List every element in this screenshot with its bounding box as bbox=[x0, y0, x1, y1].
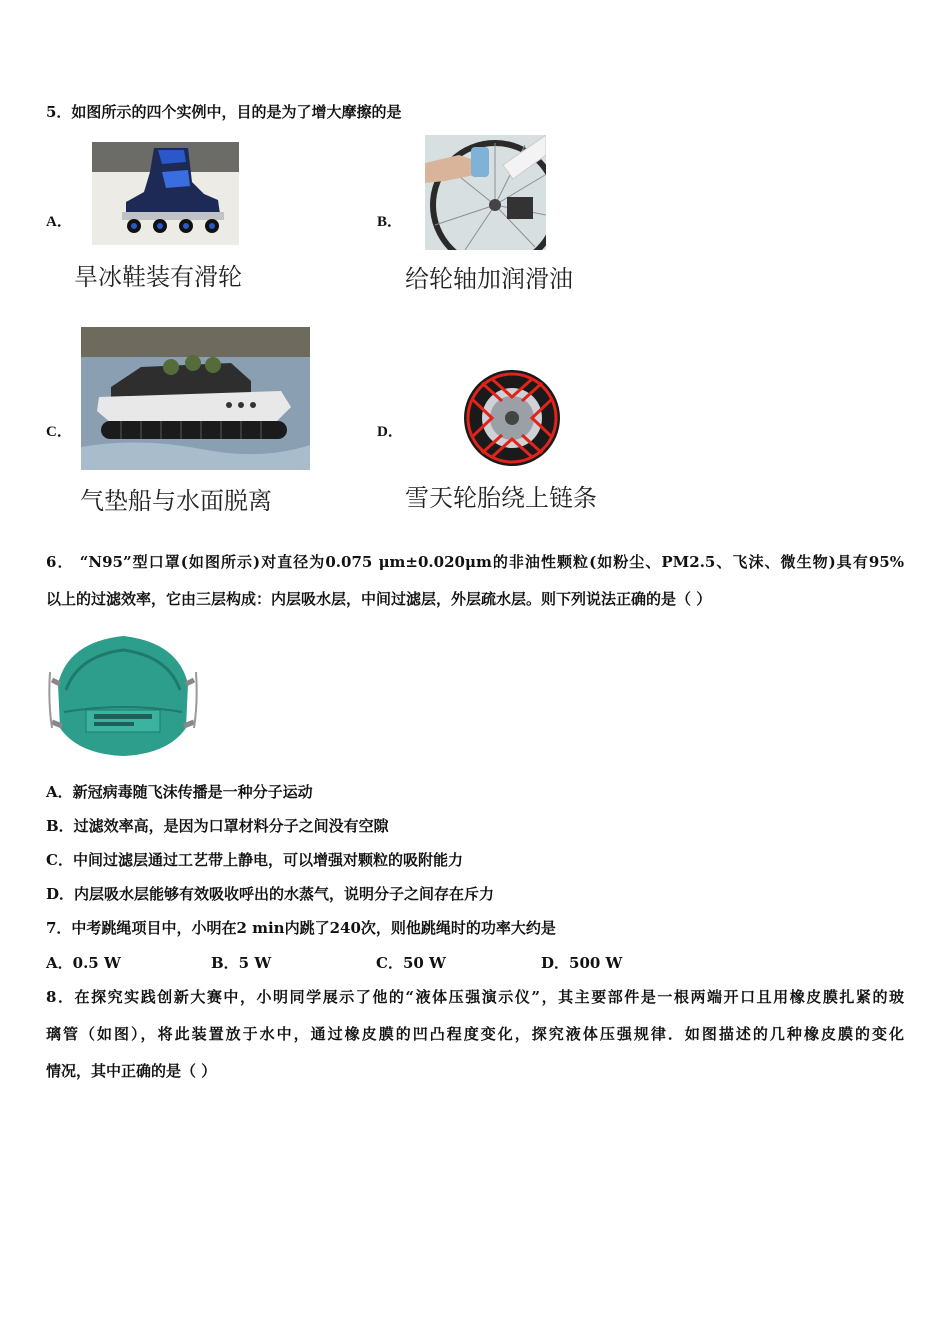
q5-option-b-caption: 给轮轴加润滑油 bbox=[405, 265, 573, 293]
q5-option-a-caption: 旱冰鞋装有滑轮 bbox=[74, 263, 242, 291]
q5-option-a-letter: A． bbox=[46, 214, 72, 230]
hovercraft-photo-icon bbox=[81, 327, 310, 470]
bicycle-wheel-oil-photo-icon bbox=[425, 135, 546, 250]
q8-stem-line-3: 情况，其中正确的是（ ） bbox=[46, 1062, 217, 1080]
q8-stem-line-1: 8．在探究实践创新大赛中，小明同学展示了他的“液体压强演示仪”，其主要部件是一根两端开口且用橡皮膜扎紧的玻 bbox=[46, 988, 904, 1006]
q5-option-c-caption: 气垫船与水面脱离 bbox=[80, 487, 272, 515]
snow-chain-tire-photo-icon bbox=[462, 369, 562, 467]
q6-stem-line-1: 6． “N95”型口罩(如图所示)对直径为0.075 μm±0.020μm的非油性颗粒(如粉尘、PM2.5、飞沫、微生物)具有95% bbox=[46, 553, 904, 571]
q6-option-d: D．内层吸水层能够有效吸收呼出的水蒸气，说明分子之间存在斥力 bbox=[46, 885, 495, 903]
q5-stem: 5．如图所示的四个实例中，目的是为了增大摩擦的是 bbox=[46, 103, 402, 121]
q6-option-c: C．中间过滤层通过工艺带上静电，可以增强对颗粒的吸附能力 bbox=[46, 851, 463, 869]
q7-option-a: A．0.5 W bbox=[46, 954, 121, 972]
q8-stem-line-2: 璃管（如图），将此装置放于水中，通过橡皮膜的凹凸程度变化，探究液体压强规律．如图描述的几种橡皮膜的变化 bbox=[46, 1025, 904, 1043]
q6-option-b: B．过滤效率高，是因为口罩材料分子之间没有空隙 bbox=[46, 817, 389, 835]
q5-option-b-letter: B． bbox=[377, 214, 403, 230]
q5-option-c-letter: C． bbox=[46, 424, 72, 440]
n95-mask-photo-icon bbox=[48, 632, 198, 758]
q5-option-d-letter: D． bbox=[377, 424, 403, 440]
q7-option-d: D．500 W bbox=[541, 954, 623, 972]
q5-option-d-caption: 雪天轮胎绕上链条 bbox=[405, 484, 597, 512]
q7-stem: 7．中考跳绳项目中，小明在2 min内跳了240次，则他跳绳时的功率大约是 bbox=[46, 919, 556, 937]
q6-stem-line-2: 以上的过滤效率，它由三层构成：内层吸水层，中间过滤层，外层疏水层。则下列说法正确的是（ ） bbox=[46, 590, 712, 608]
q7-option-b: B．5 W bbox=[211, 954, 272, 972]
q7-option-c: C．50 W bbox=[376, 954, 446, 972]
roller-skate-photo-icon bbox=[92, 142, 239, 245]
q6-option-a: A．新冠病毒随飞沫传播是一种分子运动 bbox=[46, 783, 313, 801]
